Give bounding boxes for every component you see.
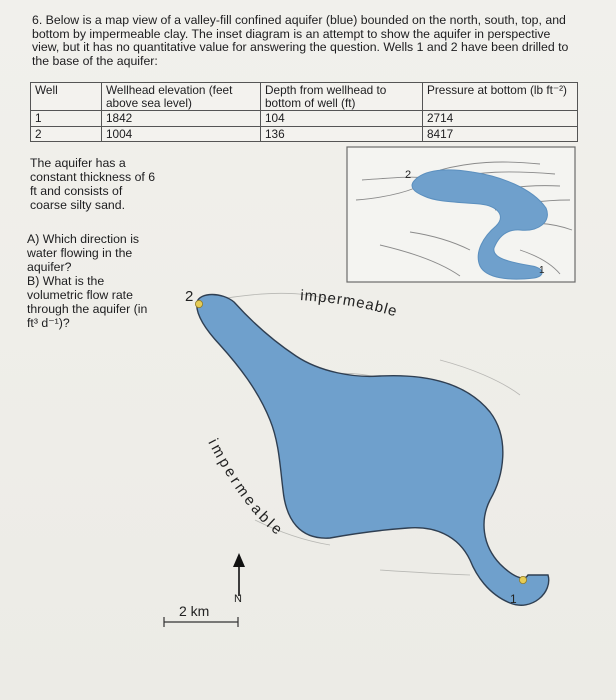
inset-well-1-label: 1 [539, 265, 545, 276]
scale-bar [164, 603, 238, 627]
header-well: Well [31, 83, 102, 111]
well-2-label: 2 [185, 288, 194, 305]
impermeable-label-south: impermeable [204, 435, 288, 541]
north-label: N [234, 593, 242, 605]
inset-diagram [347, 147, 575, 282]
header-depth: Depth from wellhead to bottom of well (ft) [261, 83, 423, 111]
cell-depth: 136 [261, 126, 423, 142]
cell-elevation: 1004 [102, 126, 261, 142]
inset-well-2-label: 2 [405, 169, 412, 181]
aquifer-description: The aquifer has a constant thickness of 6 ft and consists of coarse silty sand. [30, 156, 156, 212]
cell-well: 2 [31, 126, 102, 142]
cell-pressure: 8417 [423, 126, 578, 142]
scale-label: 2 km [179, 603, 210, 619]
well-1-label: 1 [510, 592, 517, 606]
well-2-marker [195, 300, 202, 307]
impermeable-label-north: impermeable [299, 287, 400, 321]
aquifer-shape [197, 295, 549, 606]
cell-well: 1 [31, 111, 102, 127]
question-b: B) What is the volumetric flow rate through the aquifer (in ft³ d⁻¹)? [27, 274, 148, 330]
north-arrow [233, 553, 245, 605]
cell-depth: 104 [261, 111, 423, 127]
cell-pressure: 2714 [423, 111, 578, 127]
question-a: A) Which direction is water flowing in the aquifer? [27, 232, 140, 274]
question-text: 6. Below is a map view of a valley-fill confined aquifer (blue) bounded on the north, south, top, and bottom by impermeable clay. The inset diagram is an attempt to show the aquifer in perspective view, but it has no quantitative value for answering the question. Wells 1 and 2 have been drilled to the base of the aquifer: [32, 13, 569, 68]
header-pressure: Pressure at bottom (lb ft⁻²) [423, 83, 578, 111]
well-1-marker [519, 576, 526, 583]
header-elevation: Wellhead elevation (feet above sea level) [102, 83, 261, 111]
cell-elevation: 1842 [102, 111, 261, 127]
